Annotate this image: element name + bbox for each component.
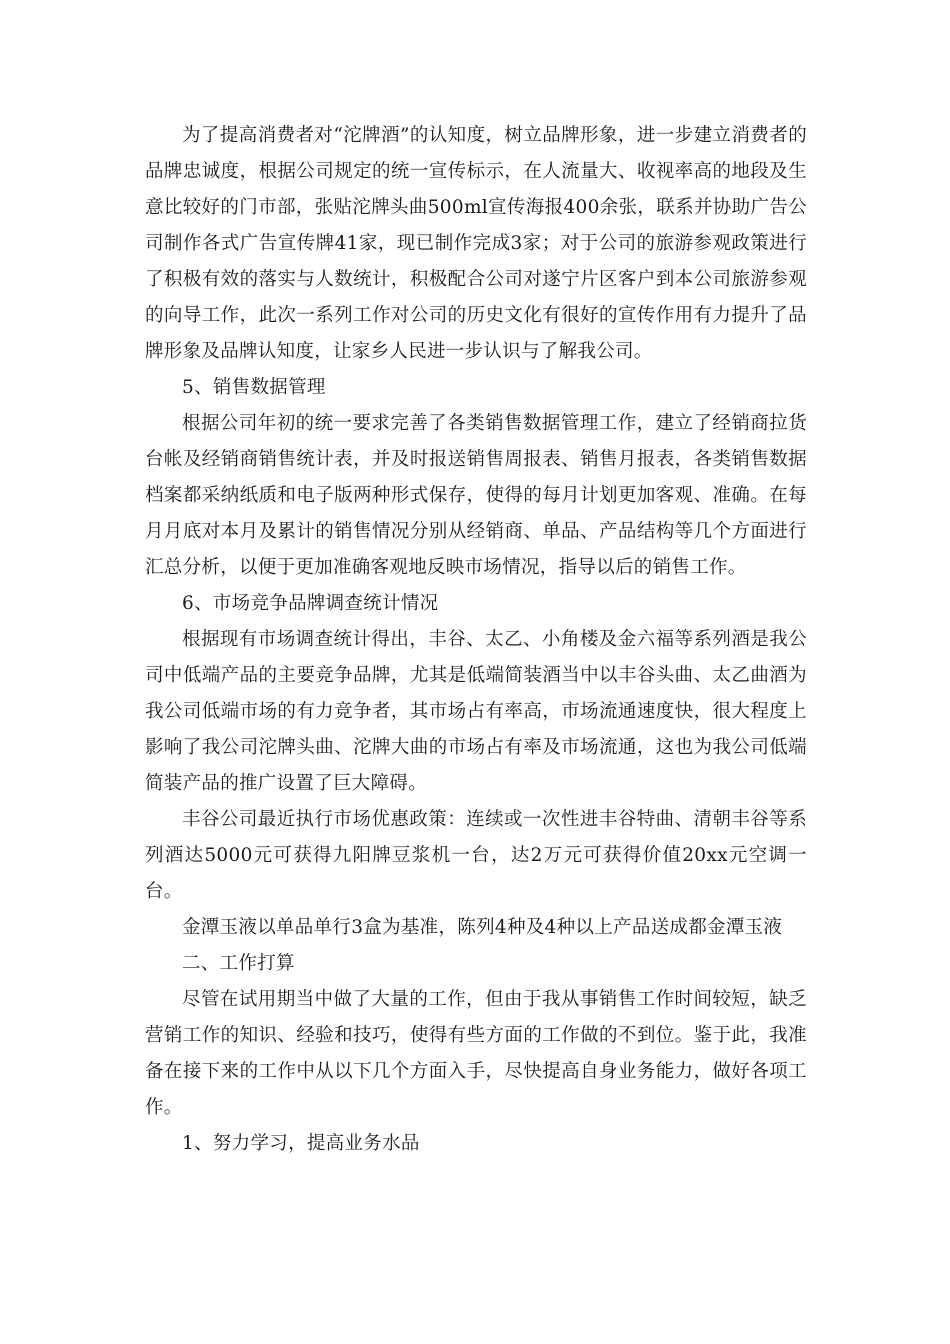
- document-body: [145, 118, 807, 1162]
- paragraph-work-plan: 尽管在试用期当中做了大量的工作，但由于我从事销售工作时间较短，缺乏营销工作的知识、经验和技巧，使得有些方面的工作做的不到位。鉴于此，我准备在接下来的工作中从以下几个方面入手，尽快提高自身业务能力，做好各项工作。: [145, 989, 807, 1118]
- paragraph-competitor-analysis: 根据现有市场调查统计得出，丰谷、太乙、小角楼及金六福等系列酒是我公司中低端产品的主要竞争品牌，尤其是低端简装酒当中以丰谷头曲、太乙曲酒为我公司低端市场的有力竞争者，其市场占有率高，市场流通速度快，很大程度上影响了我公司沱牌头曲、沱牌大曲的市场占有率及市场流通，这也为我公司低端简装产品的推广设置了巨大障碍。: [145, 629, 807, 794]
- paragraph-jintan-policy: 金潭玉液以单品单行3盒为基准，陈列4种及4种以上产品送成都金潭玉液: [182, 917, 783, 938]
- paragraph-sales-data: 根据公司年初的统一要求完善了各类销售数据管理工作，建立了经销商拉货台帐及经销商销售统计表，并及时报送销售周报表、销售月报表，各类销售数据档案都采纳纸质和电子版两种形式保存，使得的每月计划更加客观、准确。在每月月底对本月及累计的销售情况分别从经销商、单品、产品结构等几个方面进行汇总分析，以便于更加准确客观地反映市场情况，指导以后的销售工作。: [145, 413, 807, 578]
- heading-study-improve: 1、努力学习，提高业务水品: [182, 1133, 420, 1154]
- paragraph-fenggu-policy: 丰谷公司最近执行市场优惠政策：连续或一次性进丰谷特曲、清朝丰谷等系列酒达5000元可获得九阳牌豆浆机一台，达2万元可获得价值20xx元空调一台。: [145, 809, 807, 902]
- heading-competitor-survey: 6、市场竞争品牌调查统计情况: [182, 593, 439, 614]
- heading-sales-data-management: 5、销售数据管理: [182, 377, 326, 398]
- paragraph-brand-promotion: 为了提高消费者对“沱牌酒”的认知度，树立品牌形象，进一步建立消费者的品牌忠诚度，根据公司规定的统一宣传标示，在人流量大、收视率高的地段及生意比较好的门市部，张贴沱牌头曲500ml宣传海报400余张，联系并协助广告公司制作各式广告宣传牌41家，现已制作完成3家；对于公司的旅游参观政策进行了积极有效的落实与人数统计，积极配合公司对遂宁片区客户到本公司旅游参观的向导工作，此次一系列工作对公司的历史文化有很好的宣传作用有力提升了品牌形象及品牌认知度，让家乡人民进一步认识与了解我公司。: [145, 125, 807, 362]
- heading-work-plan: 二、工作打算: [182, 953, 295, 974]
